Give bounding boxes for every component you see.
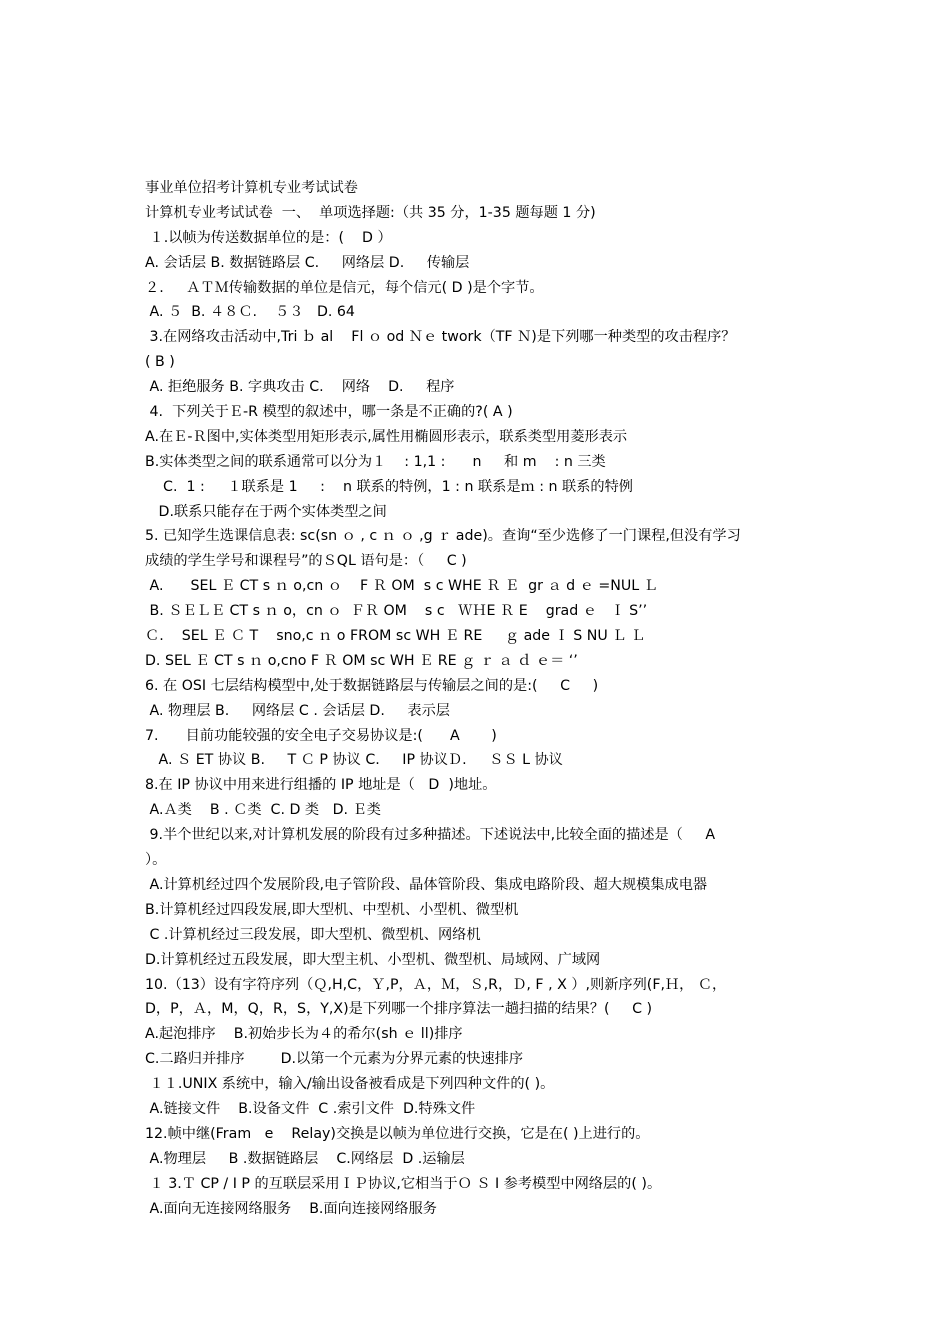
question-9-option-b: B.计算机经过四段发展,即大型机、中型机、小型机、微型机 [145, 901, 519, 918]
question-5-option-b: B. ＳＥＬＥ CT s ｎ o，cn ｏ ＦＲ OM s c ＷＨE Ｒ E grad ｅ Ｉ S’’ [145, 603, 648, 620]
question-12-options: A.物理层 B .数据链路层 C.网络层 D .运输层 [145, 1150, 465, 1167]
question-4-option-d: D.联系只能存在于两个实体类型之间 [145, 503, 387, 520]
question-13-options: A.面向无连接网络服务 B.面向连接网络服务 [145, 1200, 437, 1217]
question-9: 9.半个世纪以来,对计算机发展的阶段有过多种描述。下述说法中,比较全面的描述是（ A [145, 827, 716, 844]
question-7: 7. 目前功能较强的安全电子交易协议是:( A ) [145, 727, 497, 744]
question-11: １１.UNIX 系统中，输入/输出设备被看成是下列四种文件的( )。 [145, 1076, 555, 1093]
document-title: 事业单位招考计算机专业考试试卷 [145, 180, 358, 196]
question-9-option-c: C .计算机经过三段发展，即大型机、微型机、网络机 [145, 926, 481, 943]
question-7-options: A. Ｓ ET 协议 B. T Ｃ P 协议 C. IP 协议Ｄ. ＳＳ L 协议 [145, 752, 563, 769]
question-9-option-a: A.计算机经过四个发展阶段,电子管阶段、晶体管阶段、集成电路阶段、超大规模集成电器 [145, 876, 708, 893]
question-10-options-ab: A.起泡排序 B.初始步长为４的希尔(sh ｅ ll)排序 [145, 1026, 463, 1043]
question-1: １.以帧为传送数据单位的是：( D ） [145, 229, 392, 246]
question-2: ２. ＡＴＭ传输数据的单位是信元，每个信元( D )是个字节。 [145, 279, 544, 296]
question-9-continued: ）。 [145, 852, 167, 869]
question-10-options-cd: C.二路归并排序 D.以第一个元素为分界元素的快速排序 [145, 1051, 524, 1068]
question-10: 10.（13）设有字符序列（Ｑ,H,C，Ｙ,P，Ａ，Ｍ，Ｓ,R，Ｄ, F , X ）,则新序列(F,Ｈ， Ｃ， [145, 976, 727, 993]
question-1-options: A. 会话层 B. 数据链路层 C. 网络层 D. 传输层 [145, 254, 470, 271]
question-4-option-a: A.在Ｅ-Ｒ图中,实体类型用矩形表示,属性用椭圆形表示，联系类型用菱形表示 [145, 428, 628, 445]
question-11-options: A.链接文件 B.设备文件 C .索引文件 D.特殊文件 [145, 1100, 476, 1117]
question-10-continued: D，P，Ａ，M，Q，R，S，Y,X)是下列哪一个排序算法一趟扫描的结果？( C ) [145, 1001, 653, 1018]
exam-subtitle-section-heading: 计算机专业考试试卷 一、 单项选择题:（共 35 分，1-35 题每题 1 分) [145, 204, 596, 221]
question-5-option-c: Ｃ. SEL Ｅ Ｃ T sno,c ｎ o FROM sc WH Ｅ RE ｇ ade Ｉ S NU Ｌ Ｌ [145, 628, 646, 645]
question-5-option-d: D. SEL Ｅ CT s ｎ o,cno F Ｒ OM sc WH Ｅ RE ｇ ｒ ａ ｄ ｅ＝ ‘’ [145, 652, 578, 669]
question-8-options: A.Ａ类 B . Ｃ类 C. D 类 D. Ｅ类 [145, 802, 381, 819]
question-4-option-c: C. 1 : １联系是 1 : n 联系的特例，1 : n 联系是ｍ : n 联系的特例 [145, 478, 633, 495]
question-5-continued: 成绩的学生学号和课程号”的ＳQL 语句是：（ C ) [145, 553, 467, 570]
question-12: 12.帧中继(Fram e Relay)交换是以帧为单位进行交换，它是在( )上进行的。 [145, 1125, 650, 1142]
question-3-answer: ( B ) [145, 354, 175, 371]
question-6-options: A. 物理层 B. 网络层 C . 会话层 D. 表示层 [145, 702, 450, 719]
question-2-options: A. ５ B. ４８Ｃ. ５３ D. 64 [145, 304, 355, 321]
question-3: 3.在网络攻击活动中,Tri ｂ al Fl ｏ od Ｎｅ twork（TF Ｎ)是下列哪一种类型的攻击程序？ [145, 329, 736, 346]
question-13: １ 3.Ｔ CP / I P 的互联层采用ＩＰ协议,它相当于Ｏ Ｓ I 参考模型中网络层的( )。 [145, 1175, 662, 1192]
question-5: 5. 已知学生选课信息表: sc(sn ｏ , c ｎ ｏ ,g ｒ ade)。查询“至少选修了一门课程,但没有学习 [145, 528, 741, 545]
question-8: 8.在 IP 协议中用来进行组播的 IP 地址是（ D )地址。 [145, 777, 497, 794]
question-3-options: A. 拒绝服务 B. 字典攻击 C. 网络 D. 程序 [145, 379, 455, 396]
question-5-option-a: A. SEL Ｅ CT s ｎ o,cn ｏ F Ｒ OM s c WHE Ｒ Ｅ gr ａ d ｅ =NUL Ｌ [145, 578, 658, 595]
question-9-option-d: D.计算机经过五段发展，即大型主机、小型机、微型机、局域网、广域网 [145, 951, 601, 968]
document-body [145, 176, 825, 1221]
question-6: 6. 在 OSI 七层结构模型中,处于数据链路层与传输层之间的是:( C ) [145, 677, 599, 694]
question-4: 4. 下列关于Ｅ-R 模型的叙述中，哪一条是不正确的?( A ) [145, 404, 513, 421]
question-4-option-b: B.实体类型之间的联系通常可以分为１ : 1,1 : n 和 m : n 三类 [145, 453, 606, 470]
